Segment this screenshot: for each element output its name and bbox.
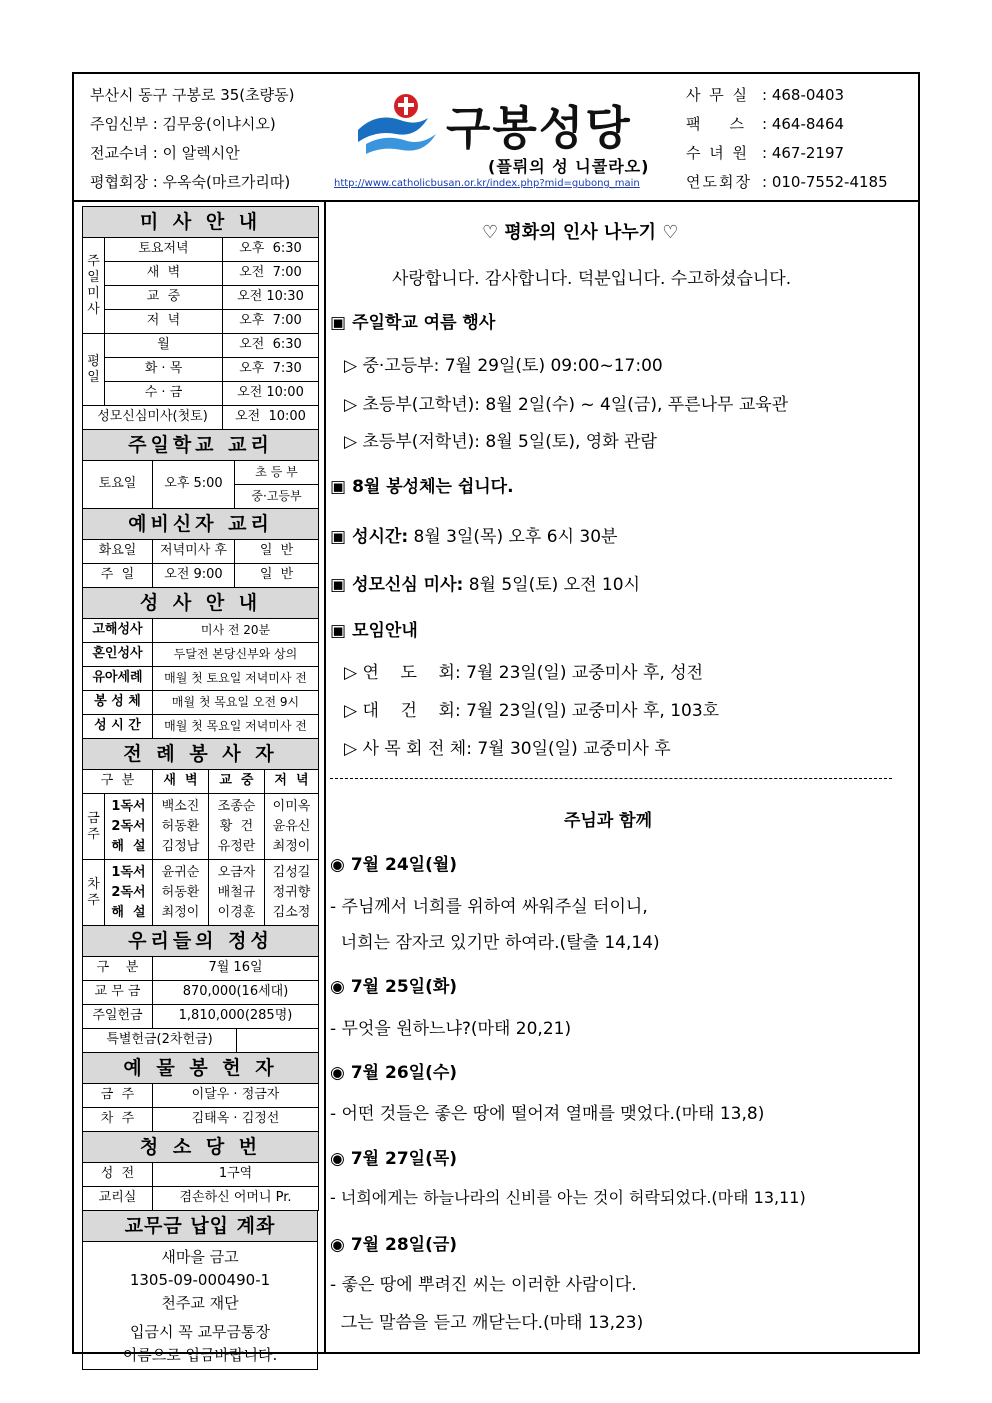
mass-name: 수 · 금 bbox=[105, 382, 223, 406]
mass-name: 교 중 bbox=[105, 286, 223, 310]
servers-table bbox=[82, 739, 319, 926]
account-holder: 천주교 재단 bbox=[161, 1294, 239, 1312]
peace-text: 사랑합니다. 감사합니다. 덕분입니다. 수고하셨습니다. bbox=[392, 269, 792, 289]
sacrament-desc: 매월 첫 목요일 오전 9시 bbox=[153, 691, 319, 715]
cleaning-value: 겸손하신 어머니 Pr. bbox=[153, 1187, 319, 1211]
day-heading: ◉ 7월 26일(수) bbox=[330, 1063, 458, 1083]
offering-label: 교 무 금 bbox=[83, 981, 153, 1005]
sunday-mass-label: 주 일 미 사 bbox=[83, 238, 105, 334]
mass-name: 저 녁 bbox=[105, 310, 223, 334]
word-title: 주님과 함께 bbox=[564, 811, 653, 831]
council-president: 평협회장 : 우옥숙(마르가리따) bbox=[90, 173, 291, 191]
square-bullet-icon: ▣ bbox=[330, 477, 347, 497]
meeting-heading: ▣ 모임안내 bbox=[330, 621, 418, 641]
catechumen-table bbox=[82, 509, 319, 588]
notice-communion: ▣ 8월 봉성체는 쉽니다. bbox=[330, 477, 514, 497]
day-heading: ◉ 7월 25일(화) bbox=[330, 977, 458, 997]
servers-header: 새 벽 bbox=[153, 770, 209, 794]
servers-group-label: 금 주 bbox=[83, 794, 105, 860]
servers-dawn: 백소진 허동환 김정남 bbox=[153, 794, 209, 860]
pastor: 주임신부 : 김무웅(이냐시오) bbox=[90, 115, 276, 133]
school-time: 오후 5:00 bbox=[153, 461, 235, 509]
mass-name: 화 · 목 bbox=[105, 358, 223, 382]
notice-marian-mass: ▣ 성모신심 미사: 8월 5일(토) 오전 10시 bbox=[330, 575, 640, 595]
sacrament-name: 봉 성 체 bbox=[83, 691, 153, 715]
gift-label: 차 주 bbox=[83, 1108, 153, 1132]
bullseye-icon: ◉ bbox=[330, 1149, 345, 1169]
mass-table bbox=[82, 206, 319, 430]
servers-evening: 이미옥 윤유신 최정이 bbox=[265, 794, 319, 860]
offerings-title: 우리들의 정성 bbox=[83, 926, 319, 957]
offering-value: 870,000(16세대) bbox=[153, 981, 319, 1005]
cleaning-label: 성 전 bbox=[83, 1163, 153, 1187]
mass-time: 오전 10:30 bbox=[223, 286, 319, 310]
catechumen-type: 일 반 bbox=[235, 564, 319, 588]
meeting-item: ▷ 사 목 회 전 체: 7월 30일(일) 교중미사 후 bbox=[344, 739, 671, 759]
sacrament-desc: 매월 첫 목요일 저녁미사 전 bbox=[153, 715, 319, 739]
square-bullet-icon: ▣ bbox=[330, 313, 347, 333]
special-mass-time: 오전 10:00 bbox=[223, 406, 319, 430]
catechumen-time: 저녁미사 후 bbox=[153, 540, 235, 564]
event-item: ▷ 초등부(고학년): 8월 2일(수) ~ 4일(금), 푸른나무 교육관 bbox=[344, 395, 789, 415]
mass-name: 월 bbox=[105, 334, 223, 358]
sacrament-desc: 미사 전 20분 bbox=[153, 619, 319, 643]
event-item: ▷ 중·고등부: 7월 29일(토) 09:00~17:00 bbox=[344, 356, 663, 376]
dashed-divider bbox=[330, 778, 892, 779]
account-title: 교무금 납입 계좌 bbox=[83, 1211, 318, 1242]
catechumen-title: 예비신자 교리 bbox=[83, 509, 319, 540]
column-divider bbox=[324, 200, 326, 1352]
parish-url-link[interactable]: http://www.catholicbusan.or.kr/index.php?mid=gubong_main bbox=[334, 178, 640, 189]
square-bullet-icon: ▣ bbox=[330, 527, 347, 547]
school-group: 중·고등부 bbox=[235, 485, 319, 509]
servers-evening: 김성길 정귀향 김소정 bbox=[265, 860, 319, 926]
sacrament-name: 유아세례 bbox=[83, 667, 153, 691]
catechumen-day: 주 일 bbox=[83, 564, 153, 588]
school-day: 토요일 bbox=[83, 461, 153, 509]
gift-value: 김태옥 · 김정선 bbox=[153, 1108, 319, 1132]
catechumen-day: 화요일 bbox=[83, 540, 153, 564]
bulletin-header bbox=[74, 74, 918, 202]
square-bullet-icon: ▣ bbox=[330, 575, 347, 595]
servers-dawn: 윤귀순 허동환 최정이 bbox=[153, 860, 209, 926]
verse-line: - 너희에게는 하늘나라의 신비를 아는 것이 허락되었다.(마태 13,11) bbox=[330, 1188, 806, 1207]
offering-label: 주일헌금 bbox=[83, 1005, 153, 1029]
sacrament-desc: 두달전 본당신부와 상의 bbox=[153, 643, 319, 667]
contact-office: 사 무 실 : 468-0403 bbox=[686, 86, 845, 104]
verse-line: - 주님께서 너희를 위하여 싸워주실 터이니, bbox=[330, 897, 648, 917]
contact-yeondo: 연도회장 : 010-7552-4185 bbox=[686, 173, 888, 191]
sacrament-name: 고해성사 bbox=[83, 619, 153, 643]
left-sidebar bbox=[82, 206, 318, 1364]
meeting-item: ▷ 연 도 회: 7월 23일(일) 교중미사 후, 성전 bbox=[344, 663, 704, 683]
account-note: 이름으로 입금바랍니다. bbox=[122, 1346, 278, 1364]
mass-name: 토요저녁 bbox=[105, 238, 223, 262]
mass-time: 오전 7:00 bbox=[223, 262, 319, 286]
servers-header: 구 분 bbox=[83, 770, 153, 794]
bullseye-icon: ◉ bbox=[330, 977, 345, 997]
special-mass-name: 성모신심미사(첫토) bbox=[83, 406, 223, 430]
account-number: 1305-09-000490-1 bbox=[129, 1271, 271, 1289]
sunday-school-table bbox=[82, 430, 319, 509]
sunday-school-title: 주일학교 교리 bbox=[83, 430, 319, 461]
mass-time: 오전 6:30 bbox=[223, 334, 319, 358]
sacrament-name: 혼인성사 bbox=[83, 643, 153, 667]
gift-title: 예 물 봉 헌 자 bbox=[83, 1053, 319, 1084]
offering-label: 구 분 bbox=[83, 957, 153, 981]
servers-roles: 1독서 2독서 해 설 bbox=[105, 794, 153, 860]
school-group: 초 등 부 bbox=[235, 461, 319, 485]
servers-header: 저 녁 bbox=[265, 770, 319, 794]
servers-header: 교 중 bbox=[209, 770, 265, 794]
meeting-item: ▷ 대 건 회: 7월 23일(일) 교중미사 후, 103호 bbox=[344, 701, 720, 721]
catechumen-time: 오전 9:00 bbox=[153, 564, 235, 588]
event-item: ▷ 초등부(저학년): 8월 5일(토), 영화 관람 bbox=[344, 432, 657, 452]
address: 부산시 동구 구봉로 35(초량동) bbox=[90, 86, 295, 104]
weekday-mass-label: 평 일 bbox=[83, 334, 105, 406]
verse-line: 그는 말씀을 듣고 깨닫는다.(마태 13,23) bbox=[330, 1313, 644, 1333]
day-heading: ◉ 7월 24일(월) bbox=[330, 855, 458, 875]
account-info bbox=[82, 1242, 318, 1370]
parish-title: 구봉성당 bbox=[446, 101, 632, 155]
sacraments-title: 성 사 안 내 bbox=[83, 588, 319, 619]
servers-roles: 1독서 2독서 해 설 bbox=[105, 860, 153, 926]
mass-name: 새 벽 bbox=[105, 262, 223, 286]
verse-line: - 어떤 것들은 좋은 땅에 떨어져 열매를 맺었다.(마태 13,8) bbox=[330, 1104, 765, 1124]
catechumen-type: 일 반 bbox=[235, 540, 319, 564]
servers-main: 조종순 황 건 유정란 bbox=[209, 794, 265, 860]
cleaning-value: 1구역 bbox=[153, 1163, 319, 1187]
sacraments-table bbox=[82, 588, 319, 739]
mass-time: 오후 6:30 bbox=[223, 238, 319, 262]
day-heading: ◉ 7월 28일(금) bbox=[330, 1235, 458, 1255]
cleaning-label: 교리실 bbox=[83, 1187, 153, 1211]
day-heading: ◉ 7월 27일(목) bbox=[330, 1149, 458, 1169]
mass-time: 오후 7:30 bbox=[223, 358, 319, 382]
offering-value: 7월 16일 bbox=[153, 957, 319, 981]
offering-value: 1,810,000(285명) bbox=[153, 1005, 319, 1029]
gift-value: 이달우 · 정금자 bbox=[153, 1084, 319, 1108]
account-bank: 새마을 금고 bbox=[161, 1248, 239, 1266]
account-title-table bbox=[82, 1211, 318, 1242]
sacrament-desc: 매월 첫 토요일 저녁미사 전 bbox=[153, 667, 319, 691]
account-note: 입금시 꼭 교무금통장 bbox=[130, 1323, 270, 1341]
servers-group-label: 차 주 bbox=[83, 860, 105, 926]
parish-patron: (플뤼의 성 니콜라오) bbox=[488, 157, 650, 176]
mass-title: 미 사 안 내 bbox=[83, 207, 319, 238]
verse-line: 너희는 잠자코 있기만 하여라.(탈출 14,14) bbox=[330, 933, 660, 953]
bullseye-icon: ◉ bbox=[330, 1063, 345, 1083]
offering-value bbox=[237, 1029, 319, 1053]
offering-label: 특별헌금(2차헌금) bbox=[83, 1029, 237, 1053]
gift-label: 금 주 bbox=[83, 1084, 153, 1108]
sister: 전교수녀 : 이 알렉시안 bbox=[90, 144, 240, 162]
peace-title: ♡ 평화의 인사 나누기 ♡ bbox=[482, 222, 679, 243]
gift-table bbox=[82, 1053, 319, 1132]
parish-logo-icon bbox=[356, 90, 446, 160]
mass-time: 오후 7:00 bbox=[223, 310, 319, 334]
contact-fax: 팩 스 : 464-8464 bbox=[686, 115, 845, 133]
verse-line: - 무엇을 원하느냐?(마태 20,21) bbox=[330, 1019, 572, 1039]
sacrament-name: 성 시 간 bbox=[83, 715, 153, 739]
cleaning-table bbox=[82, 1132, 319, 1211]
contact-convent: 수 녀 원 : 467-2197 bbox=[686, 144, 845, 162]
bullseye-icon: ◉ bbox=[330, 855, 345, 875]
mass-time: 오전 10:00 bbox=[223, 382, 319, 406]
offerings-table bbox=[82, 926, 319, 1053]
notice-holy-hour: ▣ 성시간: 8월 3일(목) 오후 6시 30분 bbox=[330, 527, 618, 547]
servers-title: 전 례 봉 사 자 bbox=[83, 739, 319, 770]
bullseye-icon: ◉ bbox=[330, 1235, 345, 1255]
section-heading: ▣ 주일학교 여름 행사 bbox=[330, 313, 496, 333]
verse-line: - 좋은 땅에 뿌려진 씨는 이러한 사람이다. bbox=[330, 1275, 637, 1295]
cleaning-title: 청 소 당 번 bbox=[83, 1132, 319, 1163]
square-bullet-icon: ▣ bbox=[330, 621, 347, 641]
servers-main: 오금자 배철규 이경훈 bbox=[209, 860, 265, 926]
